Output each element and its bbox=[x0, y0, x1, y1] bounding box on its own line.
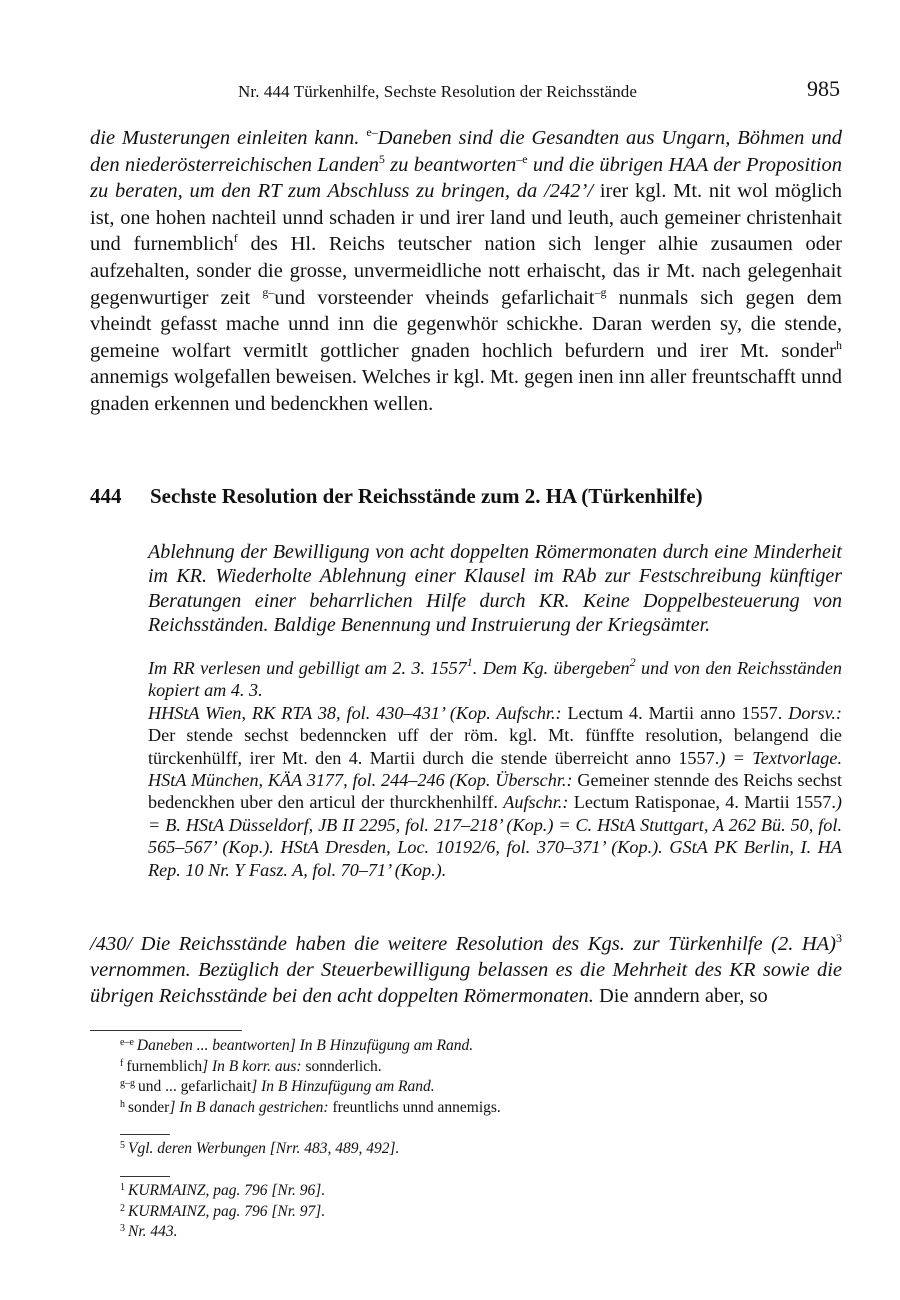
apparatus-mark-e-open: e– bbox=[366, 125, 378, 139]
footnote-text: Nr. 443. bbox=[128, 1223, 178, 1240]
footnote-ref-1: 1 bbox=[466, 655, 473, 669]
quoted-inscription: Lectum Ratisponae, 4. Martii 1557. bbox=[573, 792, 836, 813]
apparatus-mark: f bbox=[120, 1057, 124, 1069]
apparatus-note: In B Hinzufügung am Rand. bbox=[295, 1037, 474, 1054]
footnote bbox=[120, 1222, 840, 1243]
apparatus-note: ] In B Hinzufügung am Rand. bbox=[251, 1078, 435, 1095]
archive-reference: ) = Textvorlage. HStA München, KÄA 3177, fol. 244–246 (Kop. Überschr.: bbox=[148, 747, 842, 791]
source-text: nunmals sich gegen dem vheindt gefasst mache unnd inn die gegenwhör schickhe. Daran werden sy, die stende, gemeine wolfart vermitlt gottlicher gnaden hochlich befurdern und irer Mt. sonder bbox=[90, 286, 842, 362]
apparatus-lemma: und ... gefarlichait bbox=[138, 1078, 252, 1095]
running-head bbox=[90, 76, 842, 106]
quoted-inscription: Lectum 4. Martii anno 1557. bbox=[567, 702, 789, 723]
source-text: Die anndern aber, so bbox=[593, 985, 768, 1007]
apparatus-entry bbox=[120, 1057, 840, 1078]
apparatus-entry bbox=[120, 1036, 840, 1057]
apparatus-mark-h: h bbox=[836, 337, 842, 352]
footnote-ref-5: 5 bbox=[378, 151, 385, 166]
running-title: Nr. 444 Türkenhilfe, Sechste Resolution der Reichsstände bbox=[238, 82, 638, 101]
footnote-ref-3: 3 bbox=[836, 931, 842, 945]
quoted-inscription: Gemeiner stennde des Reichs sechst bedenckhen uber den articul der thurckhenhilff. bbox=[148, 770, 842, 813]
folio-reference: /242’/ bbox=[537, 180, 600, 203]
footnote-text: Vgl. deren Werbungen [Nrr. 483, 489, 492]. bbox=[128, 1140, 400, 1157]
apparatus-mark: e–e bbox=[120, 1037, 134, 1048]
apparatus-note: ] In B korr. aus: bbox=[202, 1057, 306, 1075]
apparatus-mark-g-close: –g bbox=[594, 284, 607, 299]
footnote-mark: 2 bbox=[120, 1202, 125, 1214]
apparatus-entry bbox=[120, 1077, 840, 1098]
regest: Ablehnung der Bewilligung von acht doppelten Römermonaten durch eine Minderheit im KR. Wiederholte Ablehnung einer Klausel im RAb zur Festschreibung künftiger Beratungen einer beharrlichen Hilfe durch KR. Keine Doppelbesteuerung von Reichsständen. Baldige Benennung und Instruierung der Kriegsämter. bbox=[148, 541, 842, 636]
source-text: irer kgl. Mt. nit wol möglich ist, one hohen nachteil unnd schaden ir und irer land und leuth, auch gemeiner christenhait und furnemblich bbox=[90, 180, 843, 256]
footnote bbox=[120, 1181, 840, 1202]
apparatus-lemma: sonder bbox=[128, 1098, 170, 1116]
summary-text: Daneben sind die Gesandten aus Ungarn, Böhmen und den niederösterreichischen Landen bbox=[90, 127, 843, 176]
apparatus-entry bbox=[120, 1098, 840, 1119]
footnote-mark: 5 bbox=[120, 1140, 125, 1151]
document-title: Sechste Resolution der Reichsstände zum 2. HA (Türkenhilfe) bbox=[150, 484, 703, 508]
carryover-paragraph bbox=[90, 125, 842, 418]
apparatus-mark-e-close: –e bbox=[516, 151, 528, 166]
footnote-rule bbox=[120, 1134, 170, 1135]
summary-text: /430/ Die Reichsstände haben die weitere Resolution des Kgs. zur Türkenhilfe (2. HA) bbox=[90, 933, 836, 955]
summary-text: die Musterungen einleiten kann. bbox=[90, 127, 360, 149]
footnote-text: KURMAINZ, pag. 796 [Nr. 97]. bbox=[128, 1202, 326, 1220]
archive-reference: Dorsv.: bbox=[788, 702, 842, 723]
source-text: des Hl. Reichs teutscher nation sich lenger alhie zusaumen oder aufzehalten, sonder die grosse, unvermeidliche nott erhaischt, das ir Mt. nach gelegenhait gegenwurtiger zeit bbox=[90, 233, 842, 309]
summary-text: vernommen. Bezüglich der Steuerbewilligung belassen es die Mehrheit des KR sowie die übrigen Reichsstände bei den acht doppelten Römermonaten. bbox=[90, 959, 842, 1007]
apparatus-lemma: Daneben ... beantworten] bbox=[136, 1037, 296, 1054]
source-line: und von den Reichsständen kopiert am 4. 3. bbox=[148, 658, 843, 701]
document-heading bbox=[90, 484, 842, 509]
apparatus-rule bbox=[90, 1030, 242, 1031]
footnote bbox=[120, 1202, 840, 1223]
archive-reference: Aufschr.: bbox=[503, 792, 574, 813]
summary-text: zu beantworten bbox=[384, 153, 517, 176]
source-description bbox=[148, 657, 842, 881]
apparatus-mark: h bbox=[120, 1098, 125, 1110]
source-line: Im RR verlesen und gebilligt am 2. 3. 1557 bbox=[148, 658, 467, 678]
apparatus-mark: g–g bbox=[120, 1078, 135, 1089]
archive-reference: ) = B. HStA Düsseldorf, JB II 2295, fol. 217–218’ (Kop.) = C. HStA Stuttgart, A 262 Bü. 50, fol. 565–567’ (Kop.). HStA Dresden, Loc. 10192/6, fol. 370–371’ (Kop.). GStA PK Berlin, I. HA Rep. 10 Nr. Y Fasz. A, fol. 70–71’ (Kop.). bbox=[148, 792, 842, 880]
footnote bbox=[120, 1139, 840, 1160]
footnote-mark: 3 bbox=[120, 1223, 125, 1234]
source-line: . Dem Kg. übergeben bbox=[472, 658, 630, 678]
quoted-inscription: Der stende sechst bedenncken uff der röm. kgl. Mt. fünffte resolution, belangend die türckenhülff, irer Mt. den 4. Martii durch die stende überreicht anno 1557. bbox=[148, 725, 842, 768]
footnote-ref-2: 2 bbox=[629, 655, 636, 669]
summary-text: und die übrigen HAA der Proposition zu beraten, um den RT zum Abschluss zu bringen, da bbox=[90, 153, 843, 203]
source-text: annemigs wolgefallen beweisen. Welches ir kgl. Mt. gegen inen inn aller freuntschafft unnd gnaden erkennen und bedenckhen wellen. bbox=[90, 366, 842, 415]
apparatus-mark-g-open: g– bbox=[262, 284, 275, 299]
archive-reference: HHStA Wien, RK RTA 38, fol. 430–431’ (Kop. Aufschr.: bbox=[148, 702, 568, 723]
apparatus-lemma: furnemblich bbox=[126, 1057, 203, 1075]
apparatus-note: ] In B danach gestrichen: bbox=[169, 1098, 333, 1116]
footnote-mark: 1 bbox=[120, 1182, 125, 1193]
apparatus-reading: freuntlichs unnd annemigs. bbox=[332, 1098, 501, 1116]
page-number: 985 bbox=[807, 76, 840, 101]
apparatus-reading: sonnderlich. bbox=[305, 1057, 382, 1075]
footnote-rule bbox=[120, 1176, 170, 1177]
document-number: 444 bbox=[90, 484, 122, 508]
footnote-text: KURMAINZ, pag. 796 [Nr. 96]. bbox=[128, 1182, 326, 1199]
apparatus-mark-f: f bbox=[233, 231, 238, 246]
source-text: und vorsteender vheinds gefarlichait bbox=[274, 286, 595, 309]
resolution-paragraph bbox=[90, 931, 842, 1009]
